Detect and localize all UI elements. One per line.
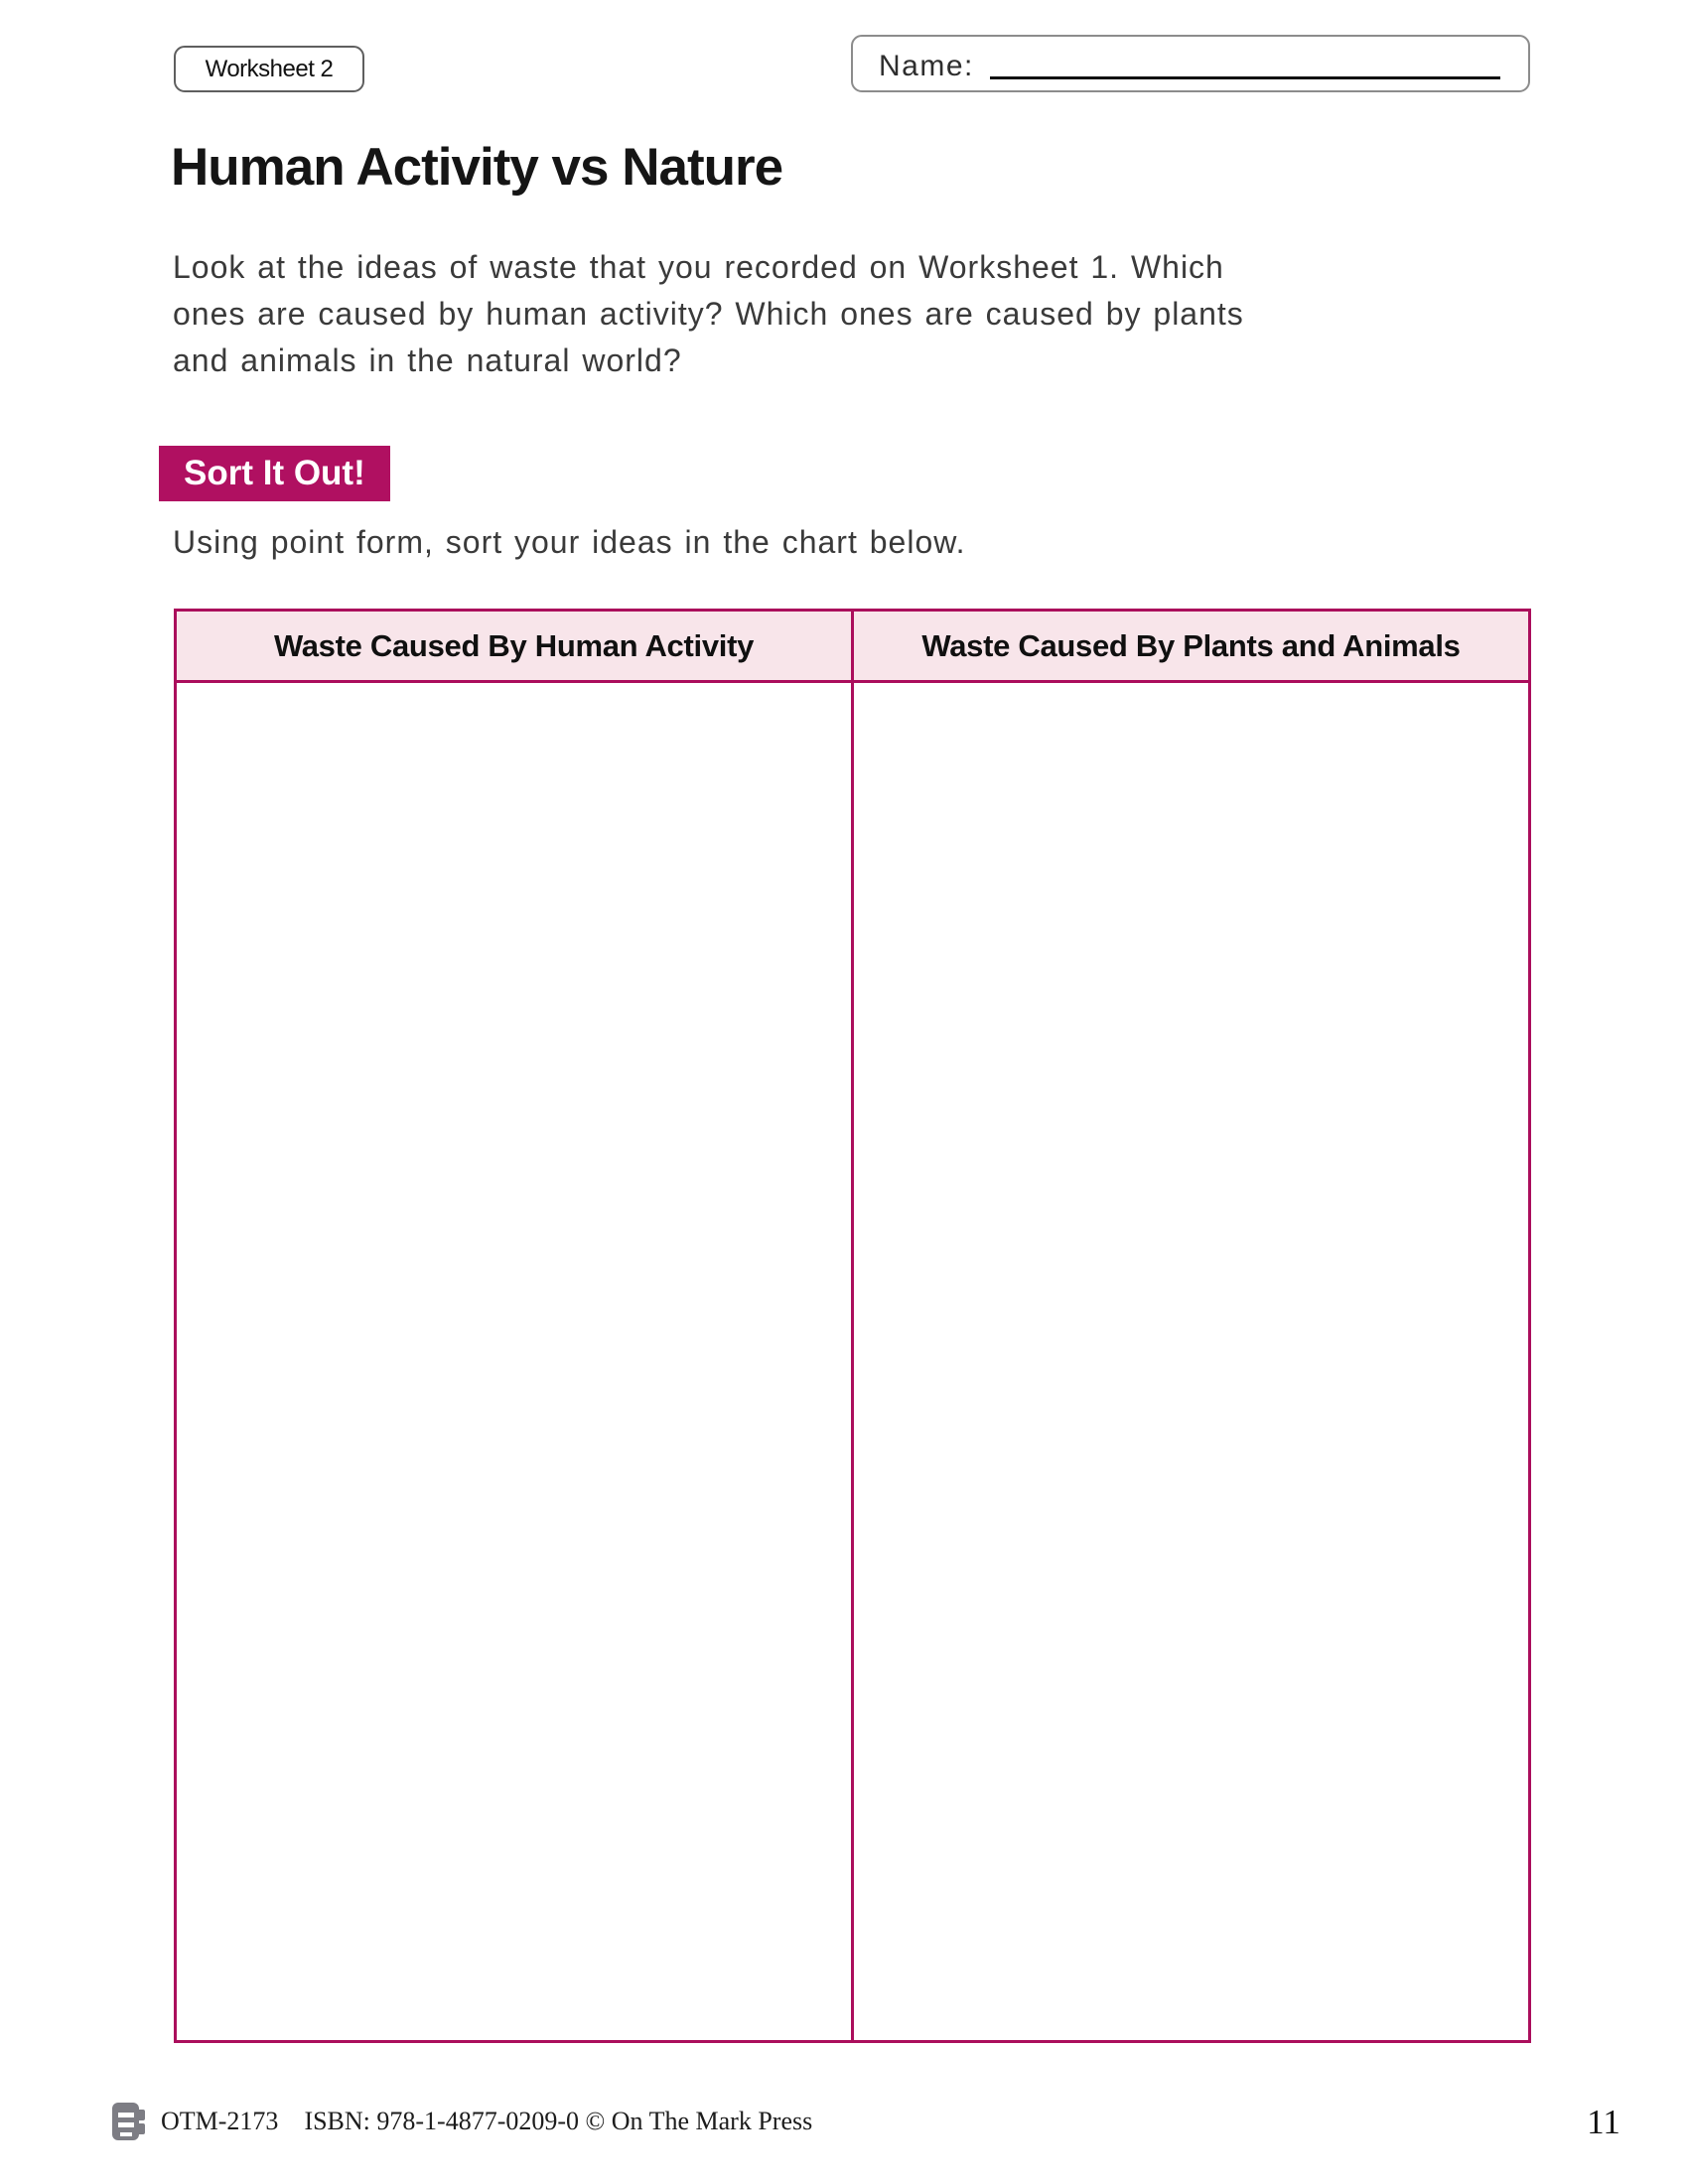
instruction-text: Using point form, sort your ideas in the chart below. [173,524,966,560]
worksheet-number-box [174,46,364,92]
page-number: 11 [1587,2103,1620,2141]
worksheet-number-label: Worksheet 2 [205,55,334,82]
sorting-chart [174,609,1531,2043]
intro-line-3: and animals in the natural world? [173,342,682,378]
sort-it-out-badge [159,446,390,501]
plants-animals-answer-cell[interactable] [854,683,1528,2040]
intro-paragraph [173,244,1493,384]
name-blank-line[interactable] [990,76,1500,79]
human-activity-answer-cell[interactable] [177,683,854,2040]
name-label: Name: [879,50,974,82]
intro-line-2: ones are caused by human activity? Which ones are caused by plants [173,296,1244,332]
product-code: OTM-2173 [161,2107,279,2135]
chart-header-plants-animals: Waste Caused By Plants and Animals [921,627,1461,663]
sort-it-out-label: Sort It Out! [184,454,365,492]
page-title: Human Activity vs Nature [171,138,783,197]
chart-body-row [177,683,1528,2040]
chart-header-human-activity: Waste Caused By Human Activity [177,612,854,680]
footer [111,2101,812,2142]
isbn-copyright: ISBN: 978-1-4877-0209-0 © On The Mark Press [304,2107,813,2135]
chart-header-row [177,612,1528,683]
publisher-logo-icon [111,2101,147,2142]
name-field-box [851,35,1530,92]
intro-line-1: Look at the ideas of waste that you recorded on Worksheet 1. Which [173,249,1224,285]
